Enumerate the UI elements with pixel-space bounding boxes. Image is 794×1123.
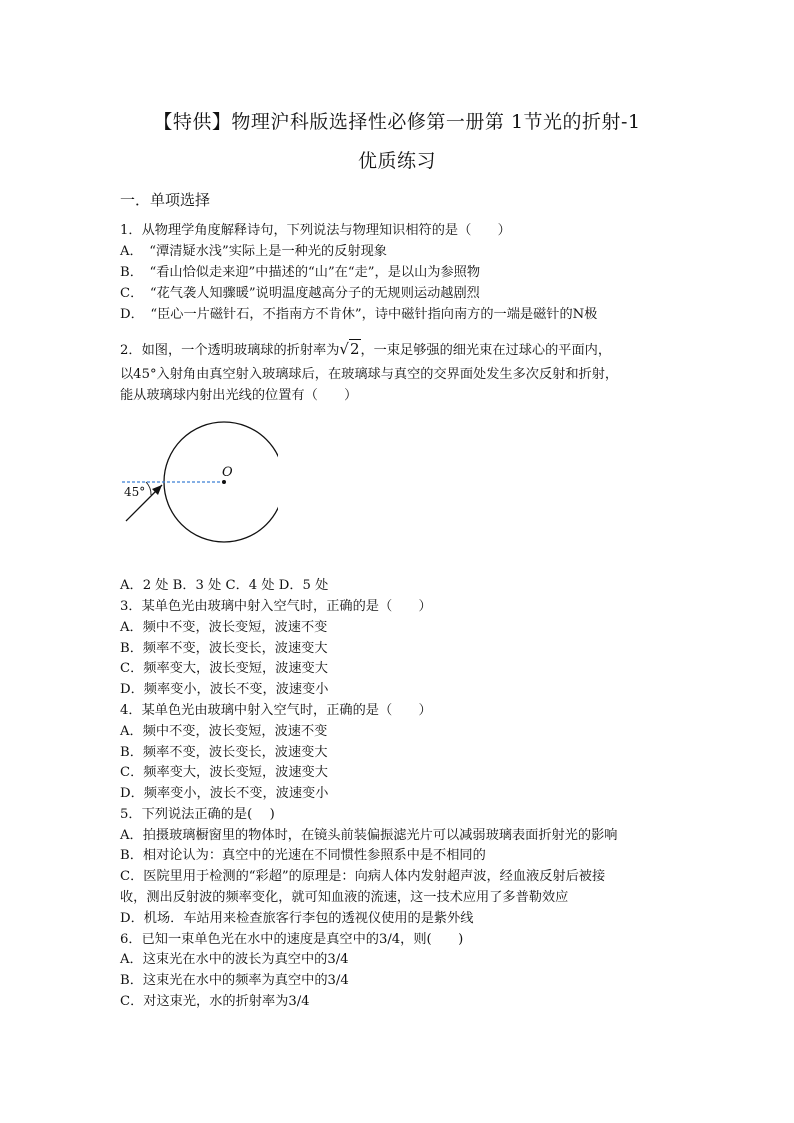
q5-option-c-line2: 收，测出反射波的频率变化，就可知血液的流速，这一技术应用了多普勒效应 xyxy=(120,890,569,905)
sqrt-value: 2 xyxy=(349,340,360,358)
q4-option-c: C．频率变大，波长变短，波速变大 xyxy=(120,765,328,780)
q1-option-c: C． “花气袭人知骤暖”说明温度越高分子的无规则运动越剧烈 xyxy=(120,286,480,301)
q2-stem xyxy=(120,340,611,360)
q3-option-d: D．频率变小，波长不变，波速变小 xyxy=(120,682,329,697)
q5-option-b: B．相对论认为：真空中的光速在不同惯性参照系中是不相同的 xyxy=(120,848,486,863)
page-title: 【特供】物理沪科版选择性必修第一册第 1节光的折射-1 xyxy=(153,111,641,133)
angle-label: 45° xyxy=(124,485,146,499)
q2-stem-post: ，一束足够强的细光束在过球心的平面内， xyxy=(360,343,612,358)
angle-arc xyxy=(146,482,151,495)
q1-option-a: A． “潭清疑水浅”实际上是一种光的反射现象 xyxy=(120,244,387,259)
q1-option-b: B． “看山恰似走来迎”中描述的“山”在“走”，是以山为参照物 xyxy=(120,265,481,280)
q4-option-d: D．频率变小，波长不变，波速变小 xyxy=(120,786,329,801)
q6-option-b: B．这束光在水中的频率为真空中的3/4 xyxy=(120,973,349,988)
sqrt-expression xyxy=(339,339,360,358)
q4-stem: 4．某单色光由玻璃中射入空气时，正确的是（ ） xyxy=(120,703,432,718)
q2-options: A．2 处 B．3 处 C．4 处 D．5 处 xyxy=(120,578,329,593)
q2-line2: 以45°入射角由真空射入玻璃球后，在玻璃球与真空的交界面处发生多次反射和折射， xyxy=(120,367,619,382)
q5-option-d: D．机场．车站用来检查旅客行李包的透视仪使用的是紫外线 xyxy=(120,911,474,926)
q3-option-c: C．频率变大，波长变短，波速变大 xyxy=(120,661,328,676)
q1-stem: 1．从物理学角度解释诗句，下列说法与物理知识相符的是（ ） xyxy=(120,223,511,238)
center-label-o: O xyxy=(222,465,233,480)
q6-stem: 6．已知一束单色光在水中的速度是真空中的3/4，则( ) xyxy=(120,932,464,947)
center-point xyxy=(222,480,226,484)
q4-option-a: A．频中不变，波长变短，波速不变 xyxy=(120,724,328,739)
q2-stem-pre: 2．如图，一个透明玻璃球的折射率为 xyxy=(120,343,340,358)
glass-sphere-circle xyxy=(164,422,278,542)
q4-option-b: B．频率不变，波长变长，波速变大 xyxy=(120,745,328,760)
q3-option-a: A．频中不变，波长变短，波速不变 xyxy=(120,620,328,635)
sqrt-symbol: √ xyxy=(339,340,349,358)
q6-option-c: C．对这束光，水的折射率为3/4 xyxy=(120,994,310,1009)
q5-option-a: A．拍摄玻璃橱窗里的物体时，在镜头前装偏振滤光片可以减弱玻璃表面折射光的影响 xyxy=(120,828,618,843)
q2-line3: 能从玻璃球内射出光线的位置有（ ） xyxy=(120,388,358,403)
q3-option-b: B．频率不变，波长变长，波速变大 xyxy=(120,641,328,656)
q5-stem: 5．下列说法正确的是( ) xyxy=(120,807,275,822)
glass-sphere-figure xyxy=(118,420,278,570)
section-heading: 一．单项选择 xyxy=(120,191,211,209)
q3-stem: 3．某单色光由玻璃中射入空气时，正确的是（ ） xyxy=(120,599,432,614)
q5-option-c-line1: C．医院里用于检测的“彩超”的原理是：向病人体内发射超声波，经血液反射后被接 xyxy=(120,869,606,884)
page-subtitle: 优质练习 xyxy=(357,150,436,172)
q6-option-a: A．这束光在水中的波长为真空中的3/4 xyxy=(120,952,349,967)
q1-option-d: D． “臣心一片磁针石，不指南方不肯休”，诗中磁针指向南方的一端是磁针的N极 xyxy=(120,307,598,322)
